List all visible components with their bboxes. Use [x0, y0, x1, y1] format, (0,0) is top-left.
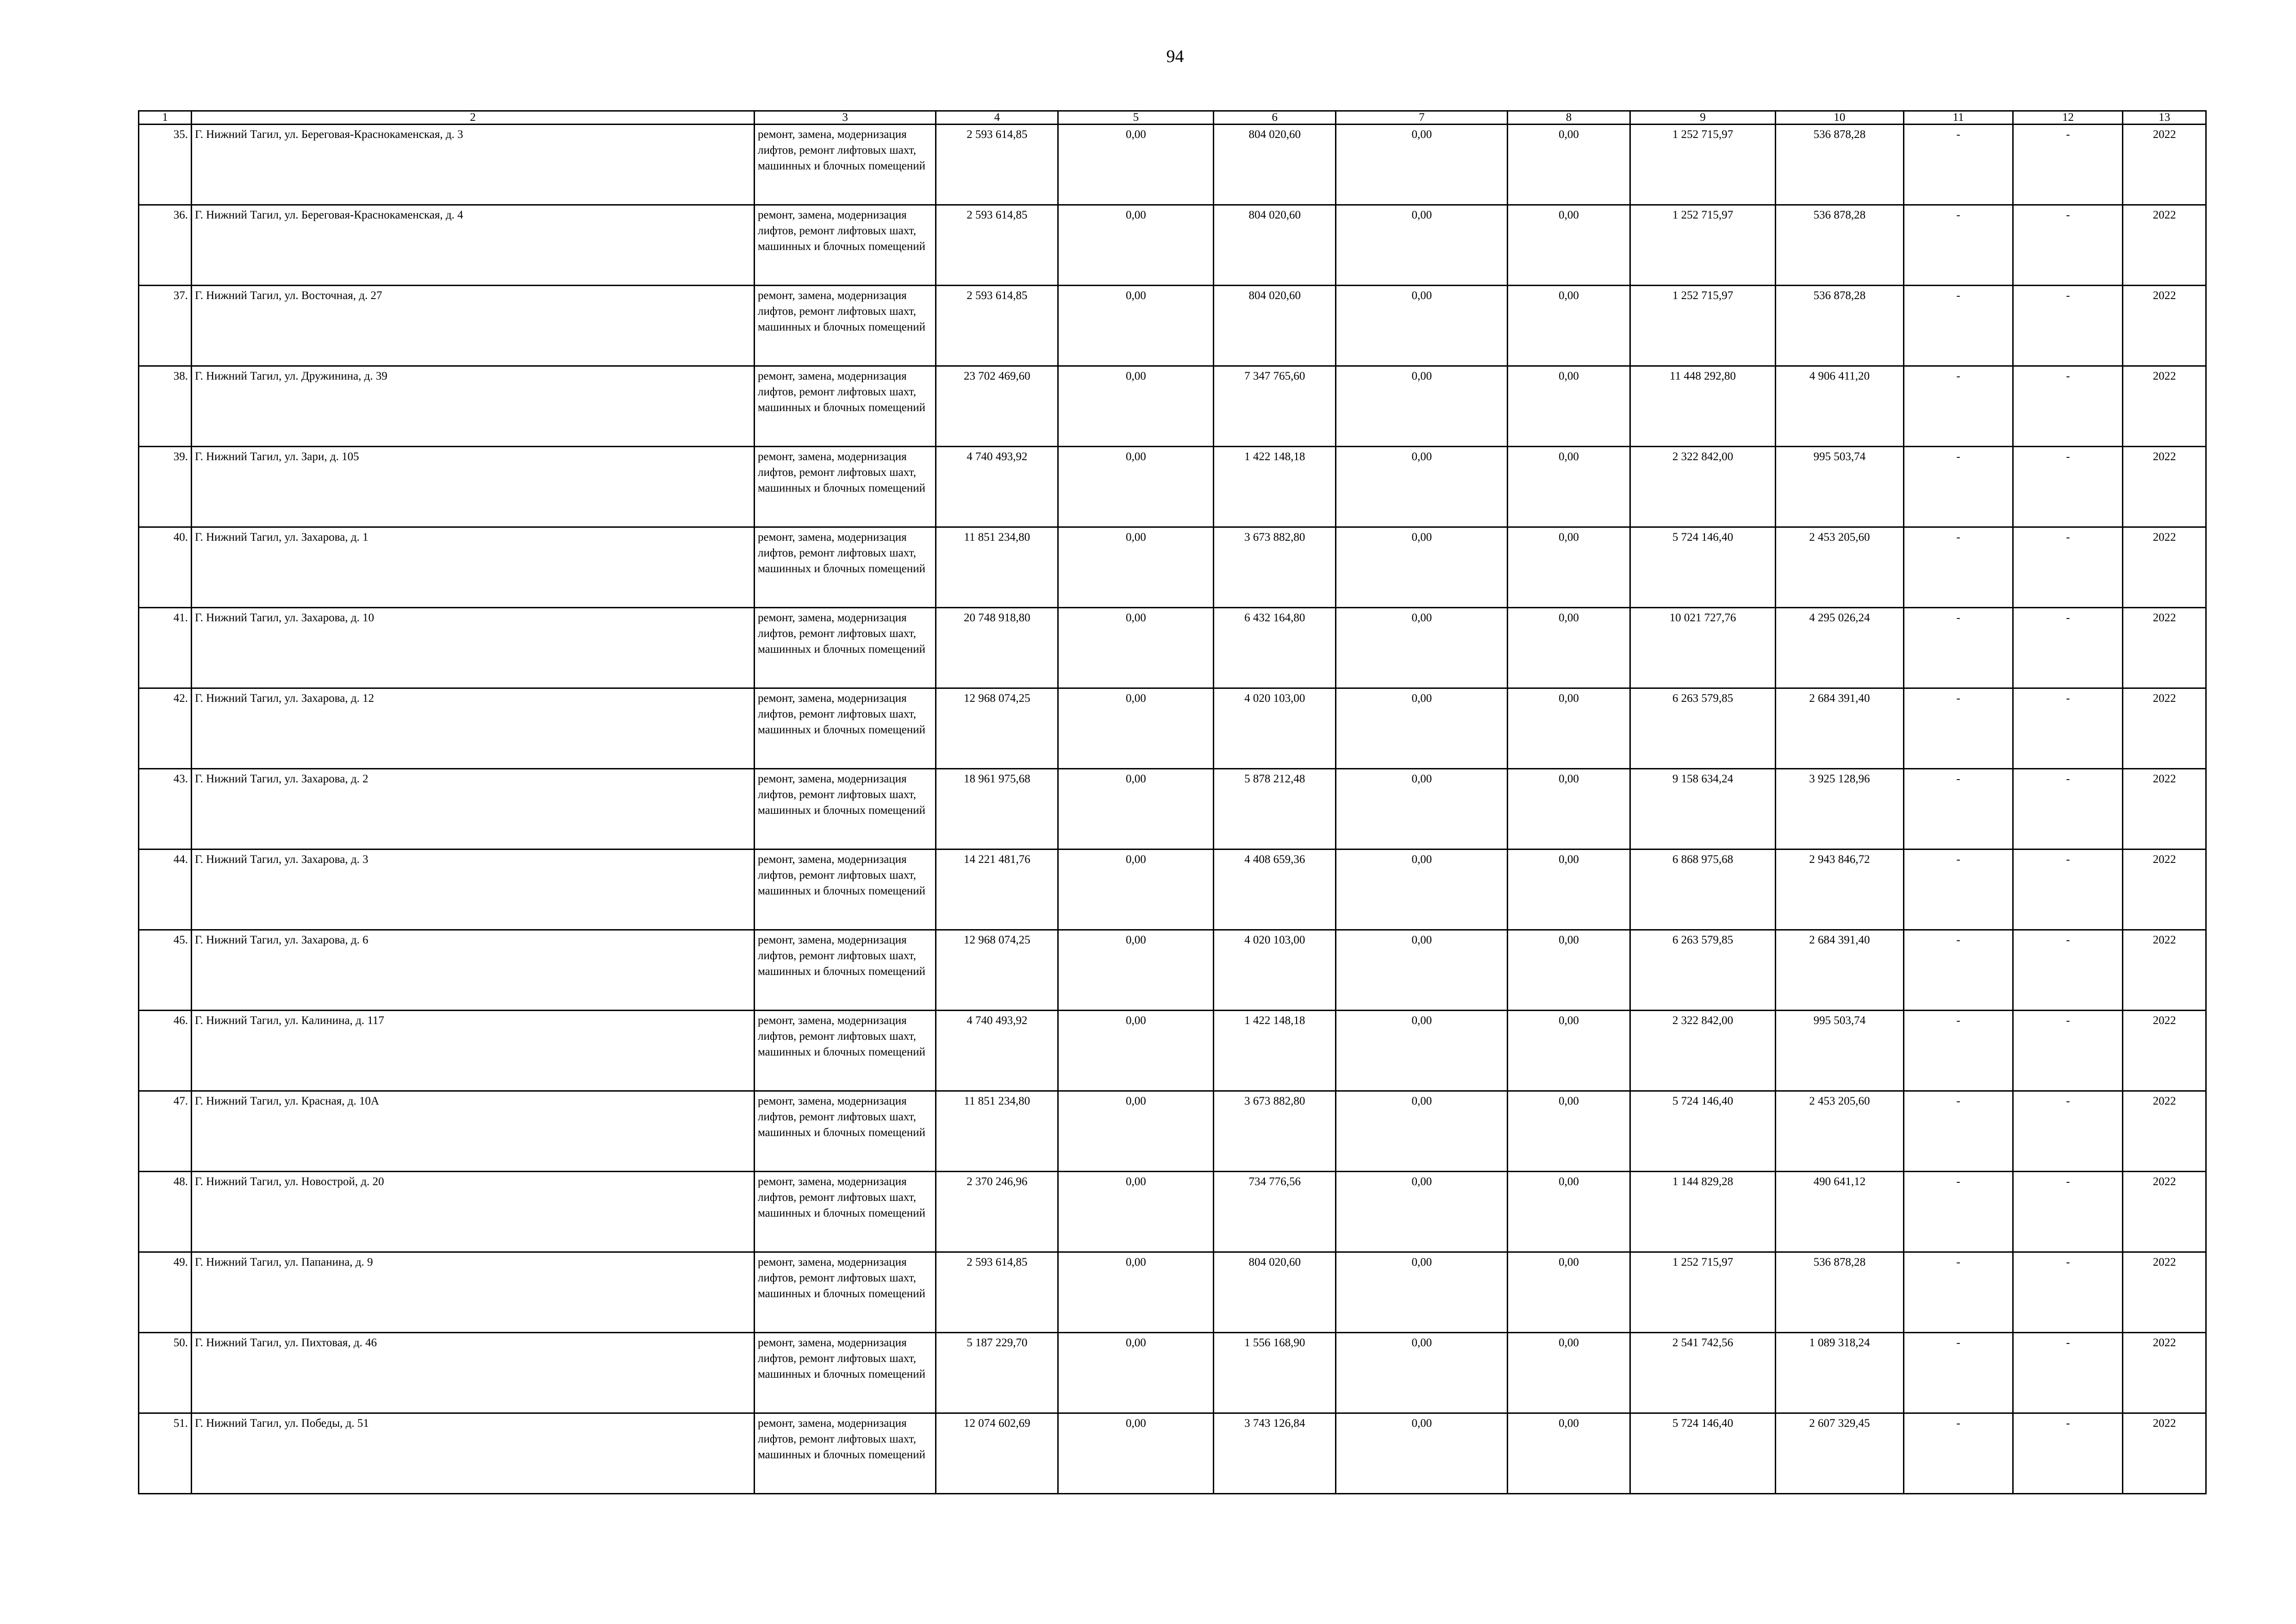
cell-col-8: 0,00	[1508, 125, 1630, 205]
cell-work-type: ремонт, замена, модернизация лифтов, ремонт лифтовых шахт, машинных и блочных помещений	[755, 688, 936, 769]
cell-row-number: 35.	[139, 125, 192, 205]
cell-year: 2022	[2123, 205, 2206, 286]
cell-col-10: 490 641,12	[1776, 1172, 1903, 1252]
cell-col-5: 0,00	[1058, 1011, 1214, 1091]
cell-col-8: 0,00	[1508, 688, 1630, 769]
repair-schedule-table	[138, 110, 2207, 1494]
cell-col-8: 0,00	[1508, 205, 1630, 286]
cell-address: Г. Нижний Тагил, ул. Новострой, д. 20	[191, 1172, 754, 1252]
cell-row-number: 38.	[139, 366, 192, 447]
cell-col-5: 0,00	[1058, 688, 1214, 769]
cell-col-7: 0,00	[1336, 1172, 1508, 1252]
cell-col-11: -	[1903, 688, 2013, 769]
cell-col-9: 5 724 146,40	[1630, 527, 1776, 608]
cell-col-12: -	[2013, 1011, 2123, 1091]
cell-col-10: 4 295 026,24	[1776, 608, 1903, 688]
cell-col-4-total: 23 702 469,60	[936, 366, 1058, 447]
cell-col-5: 0,00	[1058, 366, 1214, 447]
cell-col-11: -	[1903, 1091, 2013, 1172]
cell-col-8: 0,00	[1508, 1252, 1630, 1333]
cell-year: 2022	[2123, 366, 2206, 447]
cell-col-6: 804 020,60	[1214, 286, 1336, 366]
cell-col-9: 6 263 579,85	[1630, 688, 1776, 769]
cell-col-8: 0,00	[1508, 1413, 1630, 1494]
cell-col-9: 1 252 715,97	[1630, 125, 1776, 205]
cell-col-5: 0,00	[1058, 1252, 1214, 1333]
cell-col-10: 536 878,28	[1776, 286, 1903, 366]
cell-year: 2022	[2123, 447, 2206, 527]
table-row	[139, 688, 2206, 769]
cell-col-10: 2 943 846,72	[1776, 849, 1903, 930]
cell-row-number: 49.	[139, 1252, 192, 1333]
cell-col-7: 0,00	[1336, 688, 1508, 769]
cell-col-5: 0,00	[1058, 286, 1214, 366]
cell-col-11: -	[1903, 1252, 2013, 1333]
cell-address: Г. Нижний Тагил, ул. Красная, д. 10А	[191, 1091, 754, 1172]
cell-row-number: 43.	[139, 769, 192, 849]
cell-col-6: 4 020 103,00	[1214, 688, 1336, 769]
cell-col-12: -	[2013, 1252, 2123, 1333]
cell-work-type: ремонт, замена, модернизация лифтов, ремонт лифтовых шахт, машинных и блочных помещений	[755, 527, 936, 608]
table-row	[139, 1413, 2206, 1494]
cell-work-type: ремонт, замена, модернизация лифтов, ремонт лифтовых шахт, машинных и блочных помещений	[755, 1011, 936, 1091]
cell-col-4-total: 2 593 614,85	[936, 286, 1058, 366]
cell-col-6: 4 408 659,36	[1214, 849, 1336, 930]
cell-col-11: -	[1903, 930, 2013, 1011]
cell-address: Г. Нижний Тагил, ул. Победы, д. 51	[191, 1413, 754, 1494]
cell-col-10: 995 503,74	[1776, 1011, 1903, 1091]
cell-col-6: 5 878 212,48	[1214, 769, 1336, 849]
cell-address: Г. Нижний Тагил, ул. Дружинина, д. 39	[191, 366, 754, 447]
cell-col-5: 0,00	[1058, 1172, 1214, 1252]
table-row	[139, 205, 2206, 286]
cell-year: 2022	[2123, 1172, 2206, 1252]
cell-year: 2022	[2123, 527, 2206, 608]
cell-col-12: -	[2013, 447, 2123, 527]
cell-col-10: 995 503,74	[1776, 447, 1903, 527]
cell-col-4-total: 4 740 493,92	[936, 447, 1058, 527]
table-row	[139, 930, 2206, 1011]
cell-col-12: -	[2013, 849, 2123, 930]
column-header-12: 12	[2013, 111, 2123, 125]
table-row	[139, 1011, 2206, 1091]
cell-col-7: 0,00	[1336, 769, 1508, 849]
cell-col-4-total: 11 851 234,80	[936, 1091, 1058, 1172]
cell-work-type: ремонт, замена, модернизация лифтов, ремонт лифтовых шахт, машинных и блочных помещений	[755, 205, 936, 286]
cell-col-7: 0,00	[1336, 1333, 1508, 1413]
cell-year: 2022	[2123, 125, 2206, 205]
cell-col-5: 0,00	[1058, 608, 1214, 688]
cell-col-9: 2 322 842,00	[1630, 447, 1776, 527]
cell-col-7: 0,00	[1336, 930, 1508, 1011]
table-row	[139, 769, 2206, 849]
cell-row-number: 42.	[139, 688, 192, 769]
cell-col-9: 1 252 715,97	[1630, 286, 1776, 366]
column-header-9: 9	[1630, 111, 1776, 125]
cell-address: Г. Нижний Тагил, ул. Захарова, д. 10	[191, 608, 754, 688]
cell-col-6: 3 673 882,80	[1214, 527, 1336, 608]
table-row	[139, 286, 2206, 366]
cell-year: 2022	[2123, 1091, 2206, 1172]
cell-col-4-total: 18 961 975,68	[936, 769, 1058, 849]
cell-row-number: 47.	[139, 1091, 192, 1172]
cell-col-7: 0,00	[1336, 125, 1508, 205]
cell-col-7: 0,00	[1336, 1252, 1508, 1333]
cell-col-12: -	[2013, 366, 2123, 447]
table-row	[139, 1172, 2206, 1252]
cell-col-4-total: 5 187 229,70	[936, 1333, 1058, 1413]
cell-row-number: 51.	[139, 1413, 192, 1494]
cell-col-4-total: 2 593 614,85	[936, 205, 1058, 286]
column-header-13: 13	[2123, 111, 2206, 125]
cell-col-10: 1 089 318,24	[1776, 1333, 1903, 1413]
cell-col-5: 0,00	[1058, 1091, 1214, 1172]
cell-col-5: 0,00	[1058, 447, 1214, 527]
cell-work-type: ремонт, замена, модернизация лифтов, ремонт лифтовых шахт, машинных и блочных помещений	[755, 608, 936, 688]
cell-col-4-total: 2 593 614,85	[936, 1252, 1058, 1333]
cell-row-number: 40.	[139, 527, 192, 608]
cell-col-10: 536 878,28	[1776, 125, 1903, 205]
cell-work-type: ремонт, замена, модернизация лифтов, ремонт лифтовых шахт, машинных и блочных помещений	[755, 849, 936, 930]
cell-col-6: 1 556 168,90	[1214, 1333, 1336, 1413]
cell-col-11: -	[1903, 1333, 2013, 1413]
page-number: 94	[1166, 47, 1184, 66]
cell-col-11: -	[1903, 527, 2013, 608]
cell-col-11: -	[1903, 849, 2013, 930]
cell-year: 2022	[2123, 688, 2206, 769]
table-row	[139, 1091, 2206, 1172]
cell-col-12: -	[2013, 1333, 2123, 1413]
cell-col-6: 3 673 882,80	[1214, 1091, 1336, 1172]
cell-row-number: 39.	[139, 447, 192, 527]
cell-col-9: 9 158 634,24	[1630, 769, 1776, 849]
cell-row-number: 48.	[139, 1172, 192, 1252]
cell-col-4-total: 2 370 246,96	[936, 1172, 1058, 1252]
cell-col-9: 2 322 842,00	[1630, 1011, 1776, 1091]
cell-col-4-total: 12 968 074,25	[936, 930, 1058, 1011]
cell-row-number: 44.	[139, 849, 192, 930]
cell-col-9: 6 868 975,68	[1630, 849, 1776, 930]
column-header-5: 5	[1058, 111, 1214, 125]
cell-col-9: 2 541 742,56	[1630, 1333, 1776, 1413]
cell-col-8: 0,00	[1508, 1333, 1630, 1413]
table-body	[139, 125, 2206, 1494]
cell-row-number: 36.	[139, 205, 192, 286]
cell-address: Г. Нижний Тагил, ул. Береговая-Краснокаменская, д. 4	[191, 205, 754, 286]
cell-work-type: ремонт, замена, модернизация лифтов, ремонт лифтовых шахт, машинных и блочных помещений	[755, 125, 936, 205]
cell-address: Г. Нижний Тагил, ул. Захарова, д. 1	[191, 527, 754, 608]
cell-col-12: -	[2013, 205, 2123, 286]
cell-col-12: -	[2013, 1091, 2123, 1172]
column-header-4: 4	[936, 111, 1058, 125]
cell-row-number: 45.	[139, 930, 192, 1011]
cell-col-4-total: 4 740 493,92	[936, 1011, 1058, 1091]
cell-col-11: -	[1903, 125, 2013, 205]
cell-col-9: 1 144 829,28	[1630, 1172, 1776, 1252]
column-header-10: 10	[1776, 111, 1903, 125]
cell-work-type: ремонт, замена, модернизация лифтов, ремонт лифтовых шахт, машинных и блочных помещений	[755, 447, 936, 527]
cell-address: Г. Нижний Тагил, ул. Захарова, д. 12	[191, 688, 754, 769]
table-row	[139, 125, 2206, 205]
cell-col-4-total: 20 748 918,80	[936, 608, 1058, 688]
cell-col-8: 0,00	[1508, 1172, 1630, 1252]
cell-col-5: 0,00	[1058, 527, 1214, 608]
cell-row-number: 50.	[139, 1333, 192, 1413]
cell-col-11: -	[1903, 205, 2013, 286]
table-row	[139, 849, 2206, 930]
column-header-8: 8	[1508, 111, 1630, 125]
table-header-row	[139, 111, 2206, 125]
cell-col-9: 5 724 146,40	[1630, 1091, 1776, 1172]
column-header-6: 6	[1214, 111, 1336, 125]
cell-address: Г. Нижний Тагил, ул. Зари, д. 105	[191, 447, 754, 527]
cell-year: 2022	[2123, 1333, 2206, 1413]
cell-address: Г. Нижний Тагил, ул. Захарова, д. 6	[191, 930, 754, 1011]
cell-row-number: 46.	[139, 1011, 192, 1091]
cell-col-9: 1 252 715,97	[1630, 1252, 1776, 1333]
cell-col-8: 0,00	[1508, 447, 1630, 527]
cell-col-7: 0,00	[1336, 527, 1508, 608]
cell-address: Г. Нижний Тагил, ул. Калинина, д. 117	[191, 1011, 754, 1091]
cell-col-6: 1 422 148,18	[1214, 1011, 1336, 1091]
cell-row-number: 37.	[139, 286, 192, 366]
cell-col-12: -	[2013, 527, 2123, 608]
cell-work-type: ремонт, замена, модернизация лифтов, ремонт лифтовых шахт, машинных и блочных помещений	[755, 1413, 936, 1494]
cell-col-11: -	[1903, 286, 2013, 366]
cell-col-8: 0,00	[1508, 1011, 1630, 1091]
table-row	[139, 1333, 2206, 1413]
cell-col-8: 0,00	[1508, 930, 1630, 1011]
cell-col-6: 804 020,60	[1214, 1252, 1336, 1333]
cell-col-10: 2 607 329,45	[1776, 1413, 1903, 1494]
cell-col-10: 2 453 205,60	[1776, 1091, 1903, 1172]
cell-col-7: 0,00	[1336, 205, 1508, 286]
cell-work-type: ремонт, замена, модернизация лифтов, ремонт лифтовых шахт, машинных и блочных помещений	[755, 1172, 936, 1252]
cell-col-5: 0,00	[1058, 1333, 1214, 1413]
cell-col-11: -	[1903, 608, 2013, 688]
cell-col-4-total: 11 851 234,80	[936, 527, 1058, 608]
cell-year: 2022	[2123, 1252, 2206, 1333]
cell-col-5: 0,00	[1058, 205, 1214, 286]
cell-work-type: ремонт, замена, модернизация лифтов, ремонт лифтовых шахт, машинных и блочных помещений	[755, 366, 936, 447]
cell-col-11: -	[1903, 1413, 2013, 1494]
cell-col-10: 4 906 411,20	[1776, 366, 1903, 447]
cell-col-8: 0,00	[1508, 286, 1630, 366]
cell-work-type: ремонт, замена, модернизация лифтов, ремонт лифтовых шахт, машинных и блочных помещений	[755, 1333, 936, 1413]
cell-work-type: ремонт, замена, модернизация лифтов, ремонт лифтовых шахт, машинных и блочных помещений	[755, 286, 936, 366]
cell-col-12: -	[2013, 125, 2123, 205]
column-header-1: 1	[139, 111, 192, 125]
cell-col-6: 6 432 164,80	[1214, 608, 1336, 688]
cell-year: 2022	[2123, 930, 2206, 1011]
cell-col-12: -	[2013, 930, 2123, 1011]
cell-col-11: -	[1903, 1172, 2013, 1252]
table-row	[139, 366, 2206, 447]
table-row	[139, 1252, 2206, 1333]
cell-col-9: 1 252 715,97	[1630, 205, 1776, 286]
cell-col-12: -	[2013, 769, 2123, 849]
cell-col-5: 0,00	[1058, 849, 1214, 930]
cell-col-12: -	[2013, 688, 2123, 769]
cell-work-type: ремонт, замена, модернизация лифтов, ремонт лифтовых шахт, машинных и блочных помещений	[755, 769, 936, 849]
cell-work-type: ремонт, замена, модернизация лифтов, ремонт лифтовых шахт, машинных и блочных помещений	[755, 1091, 936, 1172]
cell-year: 2022	[2123, 286, 2206, 366]
cell-col-9: 11 448 292,80	[1630, 366, 1776, 447]
cell-col-9: 5 724 146,40	[1630, 1413, 1776, 1494]
cell-col-6: 3 743 126,84	[1214, 1413, 1336, 1494]
cell-col-9: 10 021 727,76	[1630, 608, 1776, 688]
cell-col-5: 0,00	[1058, 930, 1214, 1011]
cell-col-7: 0,00	[1336, 366, 1508, 447]
cell-address: Г. Нижний Тагил, ул. Восточная, д. 27	[191, 286, 754, 366]
column-header-3: 3	[755, 111, 936, 125]
cell-work-type: ремонт, замена, модернизация лифтов, ремонт лифтовых шахт, машинных и блочных помещений	[755, 1252, 936, 1333]
cell-col-8: 0,00	[1508, 1091, 1630, 1172]
cell-col-8: 0,00	[1508, 849, 1630, 930]
column-header-11: 11	[1903, 111, 2013, 125]
table-row	[139, 608, 2206, 688]
cell-col-4-total: 12 968 074,25	[936, 688, 1058, 769]
table-row	[139, 447, 2206, 527]
cell-col-11: -	[1903, 769, 2013, 849]
cell-col-10: 536 878,28	[1776, 205, 1903, 286]
cell-address: Г. Нижний Тагил, ул. Захарова, д. 2	[191, 769, 754, 849]
cell-col-7: 0,00	[1336, 1091, 1508, 1172]
cell-year: 2022	[2123, 608, 2206, 688]
cell-year: 2022	[2123, 1011, 2206, 1091]
cell-col-7: 0,00	[1336, 1011, 1508, 1091]
cell-col-6: 734 776,56	[1214, 1172, 1336, 1252]
cell-col-9: 6 263 579,85	[1630, 930, 1776, 1011]
cell-col-8: 0,00	[1508, 608, 1630, 688]
cell-col-4-total: 2 593 614,85	[936, 125, 1058, 205]
cell-address: Г. Нижний Тагил, ул. Захарова, д. 3	[191, 849, 754, 930]
cell-address: Г. Нижний Тагил, ул. Пихтовая, д. 46	[191, 1333, 754, 1413]
cell-col-10: 536 878,28	[1776, 1252, 1903, 1333]
cell-col-4-total: 12 074 602,69	[936, 1413, 1058, 1494]
cell-col-10: 3 925 128,96	[1776, 769, 1903, 849]
cell-col-5: 0,00	[1058, 769, 1214, 849]
column-header-7: 7	[1336, 111, 1508, 125]
cell-col-8: 0,00	[1508, 769, 1630, 849]
cell-col-8: 0,00	[1508, 366, 1630, 447]
cell-year: 2022	[2123, 769, 2206, 849]
cell-col-6: 1 422 148,18	[1214, 447, 1336, 527]
cell-col-7: 0,00	[1336, 286, 1508, 366]
cell-col-12: -	[2013, 608, 2123, 688]
cell-col-6: 4 020 103,00	[1214, 930, 1336, 1011]
cell-row-number: 41.	[139, 608, 192, 688]
cell-col-8: 0,00	[1508, 527, 1630, 608]
cell-year: 2022	[2123, 1413, 2206, 1494]
cell-work-type: ремонт, замена, модернизация лифтов, ремонт лифтовых шахт, машинных и блочных помещений	[755, 930, 936, 1011]
cell-col-6: 804 020,60	[1214, 205, 1336, 286]
cell-col-7: 0,00	[1336, 447, 1508, 527]
cell-col-6: 7 347 765,60	[1214, 366, 1336, 447]
cell-col-10: 2 684 391,40	[1776, 930, 1903, 1011]
cell-col-12: -	[2013, 286, 2123, 366]
cell-col-7: 0,00	[1336, 1413, 1508, 1494]
cell-col-10: 2 684 391,40	[1776, 688, 1903, 769]
cell-col-7: 0,00	[1336, 849, 1508, 930]
cell-col-12: -	[2013, 1413, 2123, 1494]
column-header-2: 2	[191, 111, 754, 125]
cell-col-12: -	[2013, 1172, 2123, 1252]
cell-col-5: 0,00	[1058, 1413, 1214, 1494]
cell-col-5: 0,00	[1058, 125, 1214, 205]
cell-col-6: 804 020,60	[1214, 125, 1336, 205]
cell-col-11: -	[1903, 447, 2013, 527]
table-row	[139, 527, 2206, 608]
cell-col-11: -	[1903, 1011, 2013, 1091]
cell-year: 2022	[2123, 849, 2206, 930]
cell-address: Г. Нижний Тагил, ул. Папанина, д. 9	[191, 1252, 754, 1333]
cell-address: Г. Нижний Тагил, ул. Береговая-Краснокаменская, д. 3	[191, 125, 754, 205]
cell-col-4-total: 14 221 481,76	[936, 849, 1058, 930]
cell-col-10: 2 453 205,60	[1776, 527, 1903, 608]
cell-col-11: -	[1903, 366, 2013, 447]
cell-col-7: 0,00	[1336, 608, 1508, 688]
